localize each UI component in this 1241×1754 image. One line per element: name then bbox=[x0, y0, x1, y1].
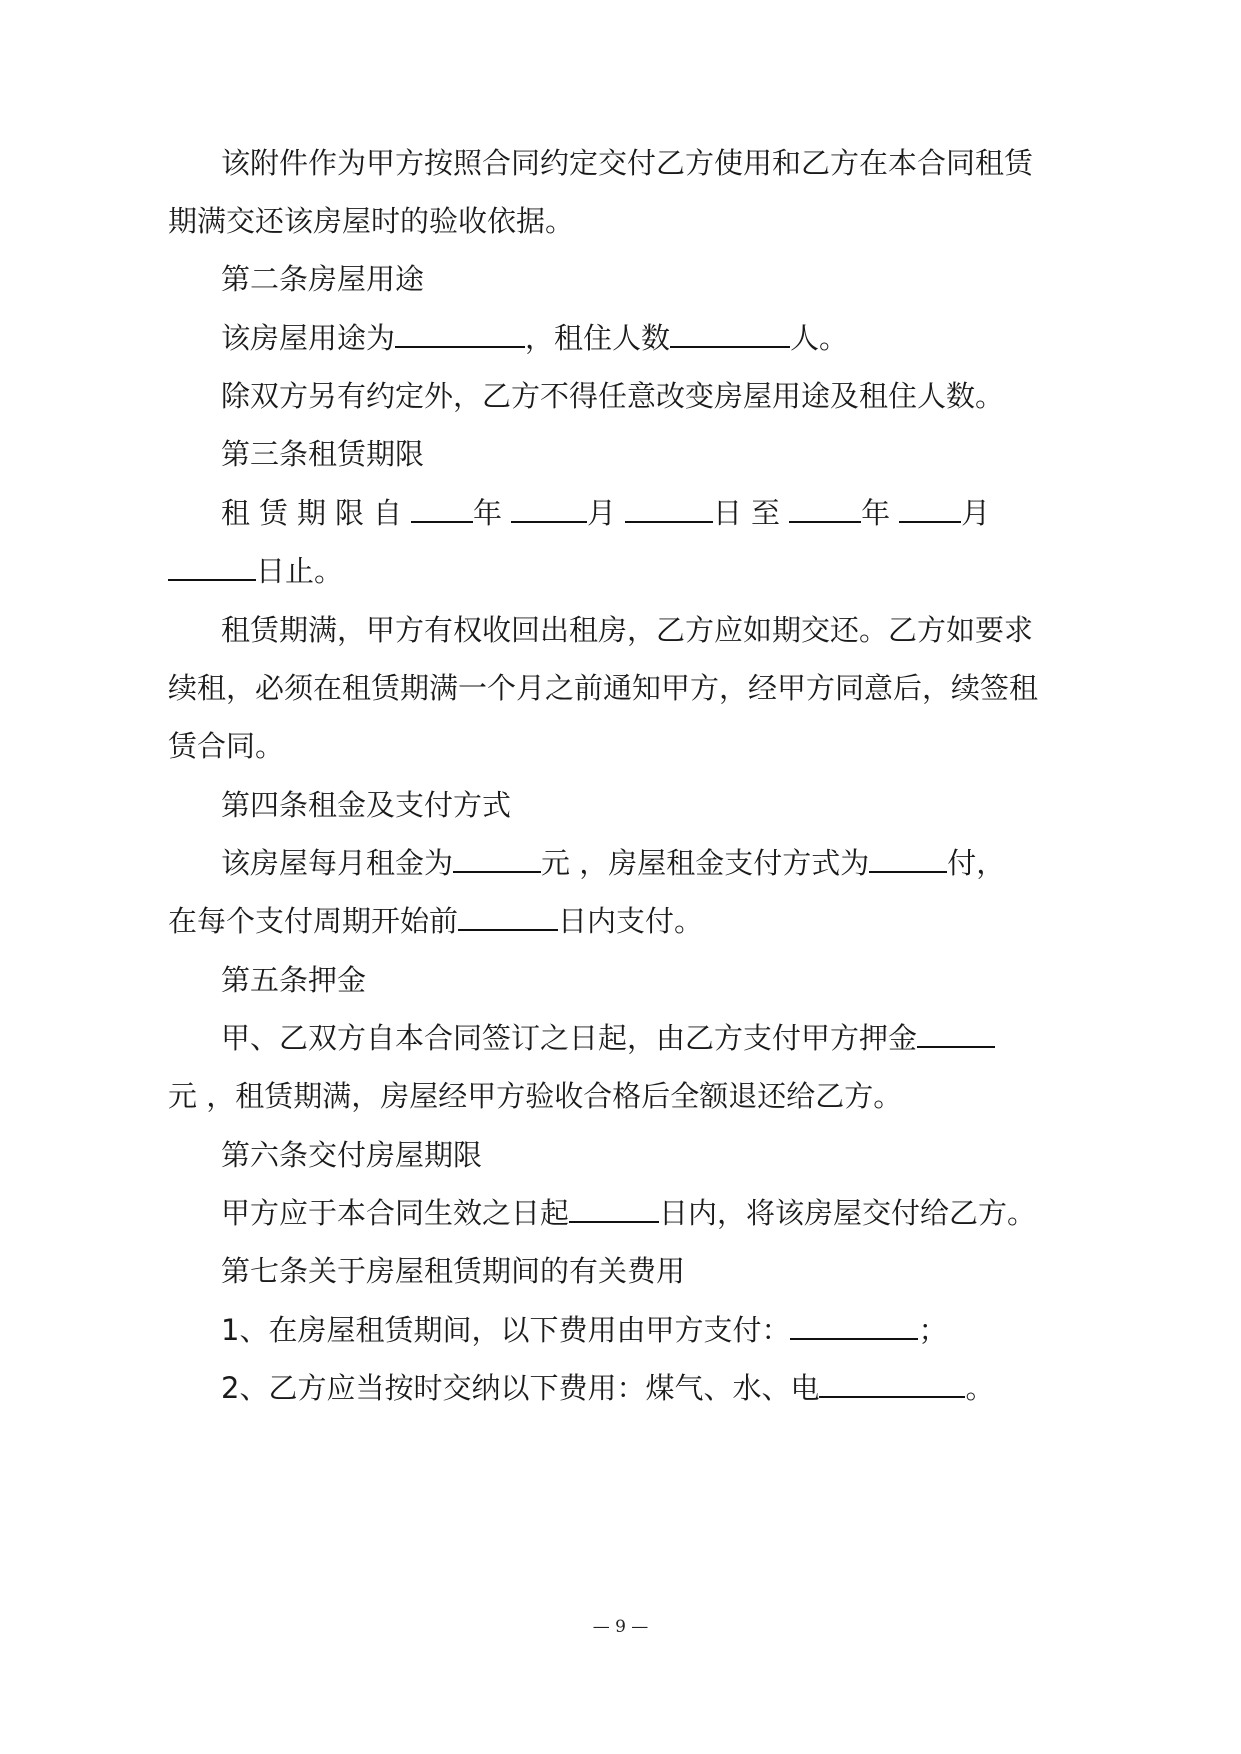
heading-text: 第四条租金及支付方式 bbox=[221, 788, 512, 822]
paragraph-line bbox=[221, 376, 1004, 416]
text-run: 该房屋每月租金为 bbox=[221, 846, 454, 880]
text-run: 2、乙方应当按时交纳以下费用：煤气、水、电 bbox=[221, 1371, 820, 1405]
fill-blank[interactable] bbox=[625, 493, 713, 523]
text-run: 付， bbox=[947, 846, 1006, 880]
paragraph-line bbox=[168, 726, 284, 766]
heading-text: 第二条房屋用途 bbox=[221, 262, 425, 296]
fill-blank[interactable] bbox=[869, 843, 947, 873]
text-run: 日至 bbox=[713, 496, 790, 530]
paragraph-line bbox=[221, 318, 848, 358]
paragraph-line bbox=[168, 1076, 902, 1116]
text-run: 月 bbox=[587, 496, 626, 530]
heading-text: 第五条押金 bbox=[221, 963, 367, 997]
section-heading bbox=[221, 1135, 482, 1175]
text-run: 该附件作为甲方按照合同约定交付乙方使用和乙方在本合同租赁 bbox=[221, 146, 1034, 180]
paragraph-line bbox=[221, 143, 1033, 183]
paragraph-line bbox=[221, 493, 999, 533]
text-run: 除双方另有约定外，乙方不得任意改变房屋用途及租住人数。 bbox=[221, 379, 1005, 413]
text-run: 租赁期满，甲方有权收回出租房，乙方应如期交还。乙方如要求 bbox=[221, 613, 1034, 647]
text-run: 日止。 bbox=[256, 554, 344, 588]
fill-blank[interactable] bbox=[395, 318, 525, 348]
paragraph-line bbox=[168, 668, 1038, 708]
fill-blank[interactable] bbox=[819, 1368, 965, 1398]
paragraph-line bbox=[221, 1310, 947, 1350]
fill-blank[interactable] bbox=[917, 1018, 995, 1048]
text-run: 日内，将该房屋交付给乙方。 bbox=[659, 1196, 1037, 1230]
text-run: 在每个支付周期开始前 bbox=[168, 904, 459, 938]
text-run: ； bbox=[918, 1313, 948, 1347]
section-heading bbox=[221, 434, 424, 474]
page-number: — 9 — bbox=[592, 1617, 649, 1637]
paragraph-line bbox=[221, 1368, 994, 1408]
fill-blank[interactable] bbox=[411, 493, 473, 523]
text-run: 日内支付。 bbox=[558, 904, 704, 938]
section-heading bbox=[221, 1251, 685, 1291]
fill-blank[interactable] bbox=[789, 493, 861, 523]
fill-blank[interactable] bbox=[453, 843, 541, 873]
text-run: 人。 bbox=[790, 321, 849, 355]
text-run: 赁合同。 bbox=[168, 729, 285, 763]
text-run: 年 bbox=[861, 496, 900, 530]
text-run: 租赁期限自 bbox=[221, 496, 412, 530]
fill-blank[interactable] bbox=[458, 901, 558, 931]
text-run: 年 bbox=[473, 496, 512, 530]
fill-blank[interactable] bbox=[790, 1310, 918, 1340]
heading-text: 第三条租赁期限 bbox=[221, 437, 425, 471]
fill-blank[interactable] bbox=[899, 493, 961, 523]
paragraph-line bbox=[221, 1193, 1036, 1233]
text-run: 续租，必须在租赁期满一个月之前通知甲方，经甲方同意后，续签租 bbox=[168, 671, 1039, 705]
paragraph-line bbox=[221, 843, 1005, 883]
paragraph-line bbox=[221, 1018, 995, 1058]
text-run: 期满交还该房屋时的验收依据。 bbox=[168, 204, 575, 238]
text-run: 元 ，房屋租金支付方式为 bbox=[541, 846, 870, 880]
text-run: 。 bbox=[965, 1371, 995, 1405]
heading-text: 第六条交付房屋期限 bbox=[221, 1138, 483, 1172]
fill-blank[interactable] bbox=[569, 1193, 659, 1223]
paragraph-line bbox=[168, 201, 574, 241]
text-run: ，租住人数 bbox=[525, 321, 671, 355]
text-run: 甲、乙双方自本合同签订之日起，由乙方支付甲方押金 bbox=[221, 1021, 918, 1055]
text-run: 月 bbox=[961, 496, 1000, 530]
text-run: 1、在房屋租赁期间，以下费用由甲方支付： bbox=[221, 1313, 791, 1347]
heading-text: 第七条关于房屋租赁期间的有关费用 bbox=[221, 1254, 686, 1288]
text-run: 该房屋用途为 bbox=[221, 321, 396, 355]
section-heading bbox=[221, 785, 511, 825]
paragraph-line bbox=[168, 551, 343, 591]
text-run: 甲方应于本合同生效之日起 bbox=[221, 1196, 570, 1230]
section-heading bbox=[221, 960, 366, 1000]
fill-blank[interactable] bbox=[670, 318, 790, 348]
fill-blank[interactable] bbox=[511, 493, 587, 523]
paragraph-line bbox=[221, 610, 1033, 650]
section-heading bbox=[221, 259, 424, 299]
text-run: 元 ，租赁期满，房屋经甲方验收合格后全额退还给乙方。 bbox=[168, 1079, 903, 1113]
fill-blank[interactable] bbox=[168, 551, 256, 581]
paragraph-line bbox=[168, 901, 703, 941]
